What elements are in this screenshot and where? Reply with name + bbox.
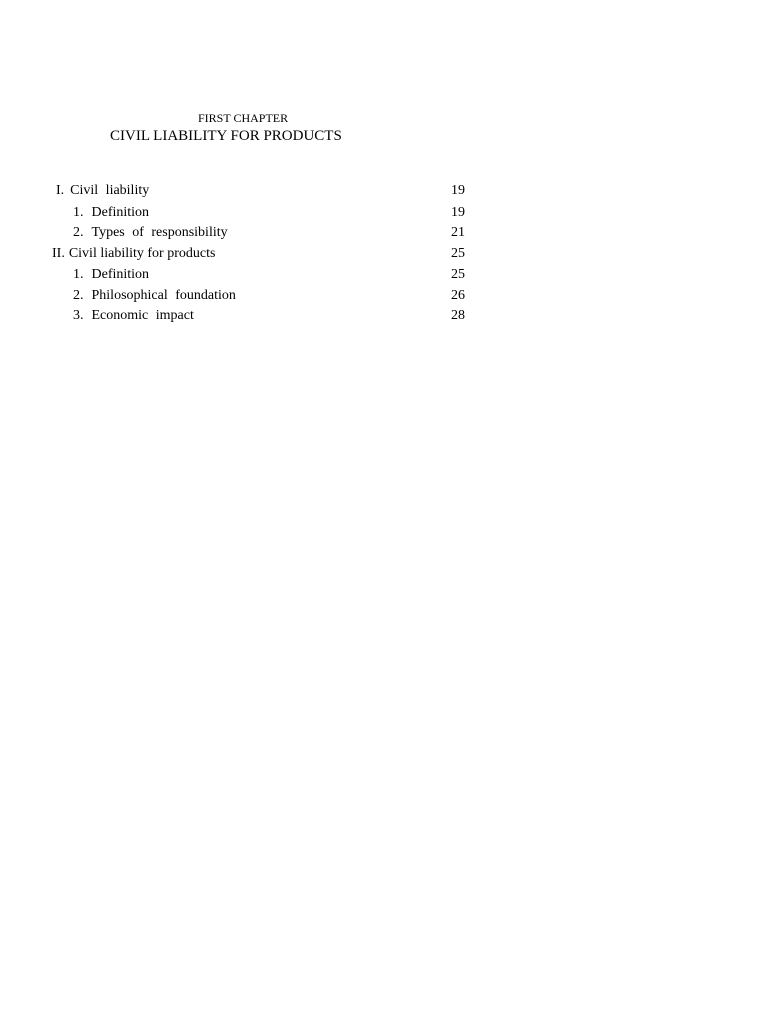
toc-entry-text: Philosophical foundation [91, 288, 236, 303]
toc-entry-page: 26 [451, 288, 465, 303]
toc-entry-page: 19 [451, 205, 465, 220]
toc-entry-subsection [0, 307, 768, 325]
toc-entry-text: Civil liability for products [68, 246, 216, 261]
toc-entry-page: 19 [451, 183, 465, 198]
toc-entry-number: 3. [73, 308, 84, 323]
toc-entry-label [56, 182, 149, 200]
toc-entry-number: 2. [73, 225, 84, 240]
chapter-title: CIVIL LIABILITY FOR PRODUCTS [110, 128, 342, 144]
toc-entry-text: Types of responsibility [91, 225, 228, 240]
toc-entry-page: 21 [451, 225, 465, 240]
toc-entry-number: I. [56, 183, 65, 198]
toc-entry-text: Civil liability [70, 183, 150, 198]
toc-entry-page: 25 [451, 246, 465, 261]
toc-entry-number: II. [52, 246, 65, 261]
toc-entry-number: 1. [73, 267, 84, 282]
toc-entry-label [73, 307, 194, 325]
toc-entry-section-2 [0, 245, 768, 263]
toc-entry-subsection [0, 287, 768, 305]
toc-entry-label [52, 245, 215, 263]
toc-entry-section-1 [0, 182, 768, 200]
toc-entry-text: Definition [91, 205, 150, 220]
toc-entry-subsection [0, 266, 768, 284]
toc-entry-page: 28 [451, 308, 465, 323]
toc-entry-label [73, 224, 228, 242]
toc-entry-number: 2. [73, 288, 84, 303]
toc-entry-page: 25 [451, 267, 465, 282]
toc-entry-label [73, 287, 236, 305]
toc-entry-subsection [0, 224, 768, 242]
toc-entry-text: Definition [91, 267, 150, 282]
toc-entry-label [73, 204, 149, 222]
toc-entry-label [73, 266, 149, 284]
toc-entry-subsection [0, 204, 768, 222]
chapter-label: FIRST CHAPTER [198, 111, 289, 125]
toc-entry-text: Economic impact [91, 308, 194, 323]
toc-entry-number: 1. [73, 205, 84, 220]
